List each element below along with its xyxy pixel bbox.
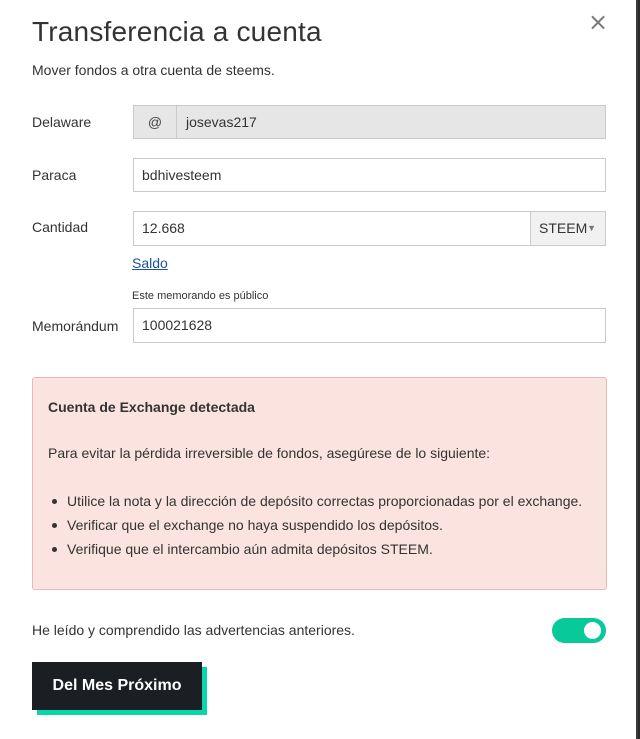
list-item: Verifique que el intercambio aún admita depósitos STEEM. xyxy=(48,539,582,563)
from-field xyxy=(133,105,606,139)
to-input[interactable] xyxy=(133,158,606,192)
to-value: bdhivesteem xyxy=(142,167,222,183)
dialog-title: Transferencia a cuenta xyxy=(32,16,322,47)
balance-link[interactable]: Saldo xyxy=(132,255,168,271)
submit-button[interactable]: Del Mes Próximo xyxy=(32,662,202,710)
warning-body: Para evitar la pérdida irreversible de fondos, asegúrese de lo siguiente: xyxy=(48,445,491,461)
close-icon[interactable]: × xyxy=(588,8,609,36)
memo-public-note: Este memorando es público xyxy=(132,290,269,302)
warning-title: Cuenta de Exchange detectada xyxy=(48,399,255,415)
acknowledge-toggle[interactable] xyxy=(552,618,606,643)
dialog-subtitle: Mover fondos a otra cuenta de steems. xyxy=(32,62,275,78)
memo-input[interactable] xyxy=(133,308,606,343)
exchange-warning xyxy=(32,377,607,590)
memo-value: 100021628 xyxy=(142,317,213,333)
warning-list xyxy=(48,491,582,563)
from-label: Delaware xyxy=(32,114,92,130)
memo-label: Memorándum xyxy=(32,318,119,334)
toggle-knob xyxy=(584,622,601,639)
acknowledge-label: He leído y comprendido las advertencias anteriores. xyxy=(32,622,355,638)
list-item: Verificar que el exchange no haya suspendido los depósitos. xyxy=(48,515,582,539)
currency-select-value: STEEM xyxy=(539,220,588,236)
chevron-down-icon: ▼ xyxy=(587,223,596,233)
at-prefix: @ xyxy=(134,106,177,138)
list-item: Utilice la nota y la dirección de depósito correctas proporcionadas por el exchange. xyxy=(48,491,582,515)
amount-input[interactable] xyxy=(133,211,606,246)
amount-label: Cantidad xyxy=(32,219,89,235)
currency-select[interactable] xyxy=(530,212,605,245)
amount-value: 12.668 xyxy=(142,220,185,236)
to-label: Paraca xyxy=(32,167,77,183)
from-value: josevas217 xyxy=(186,114,257,130)
